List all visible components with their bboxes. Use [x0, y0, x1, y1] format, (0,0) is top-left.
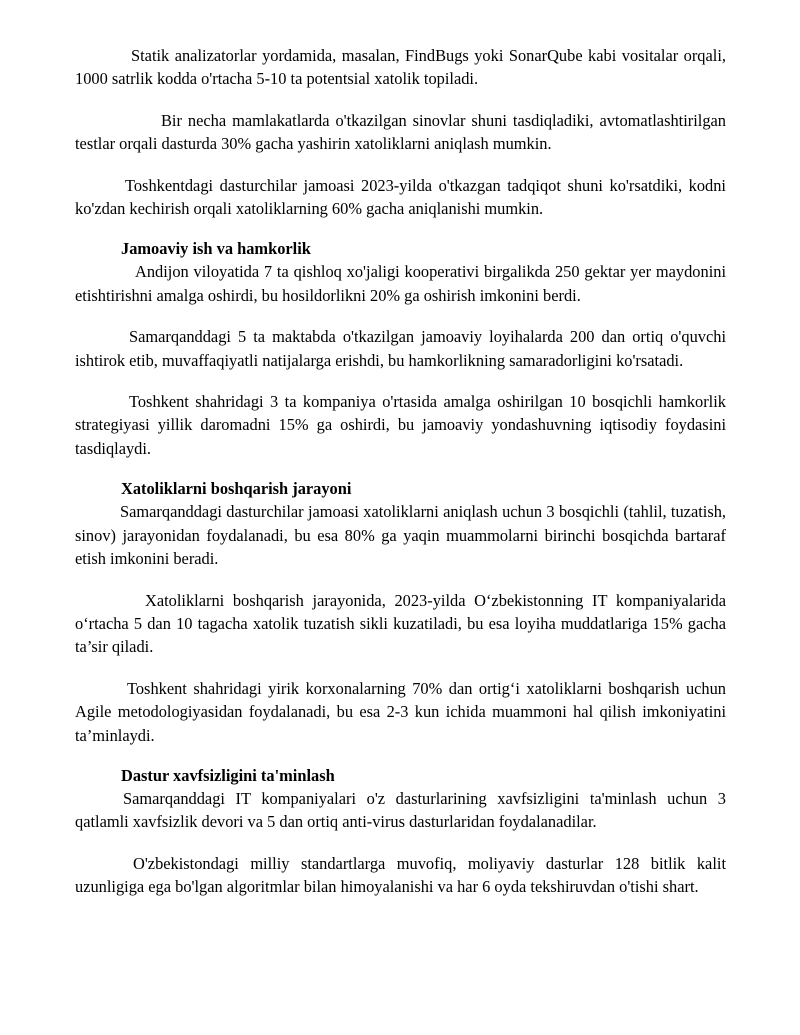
paragraph: Toshkentdagi dasturchilar jamoasi 2023-yilda o'tkazgan tadqiqot shuni ko'rsatdiki, kodni ko'zdan kechirish orqali xatoliklarning 60% gacha aniqlanishi mumkin.	[75, 175, 726, 219]
section-heading: Jamoaviy ish va hamkorlik	[121, 239, 311, 259]
paragraph: Samarqanddagi IT kompaniyalari o'z dasturlarining xavfsizligini ta'minlash uchun 3 qatlamli xavfsizlik devori va 5 dan ortiq anti-virus dasturlaridan foydalanadilar.	[75, 788, 726, 832]
paragraph: Toshkent shahridagi 3 ta kompaniya o'rtasida amalga oshirilgan 10 bosqichli hamkorlik strategiyasi yillik daromadni 15% ga oshirdi, bu jamoaviy yondashuvning iqtisodiy foydasini tasdiqlaydi.	[75, 392, 726, 458]
paragraph: Samarqanddagi dasturchilar jamoasi xatoliklarni aniqlash uchun 3 bosqichli (tahlil, tuzatish, sinov) jarayonidan foydalanadi, bu esa 80% ga yaqin muammolarni birinchi bosqichda bartaraf etish imkonini beradi.	[75, 502, 726, 569]
paragraph: Toshkent shahridagi yirik korxonalarning 70% dan ortig‘i xatoliklarni boshqarish uchun Agile metodologiyasidan foydalanadi, bu esa 2-3 kun ichida muammoni hal qilish imkoniyatini ta’minlaydi.	[75, 678, 726, 745]
section-heading: Dastur xavfsizligini ta'minlash	[121, 765, 335, 785]
paragraph: Xatoliklarni boshqarish jarayonida, 2023-yilda O‘zbekistonning IT kompaniyalarida o‘rtacha 5 dan 10 tagacha xatolik tuzatish sikli kuzatiladi, bu esa loyiha muddatlariga 15% gacha ta’sir qiladi.	[75, 590, 726, 657]
paragraph: O'zbekistondagi milliy standartlarga muvofiq, moliyaviy dasturlar 128 bitlik kalit uzunligiga ega bo'lgan algoritmlar bilan himoyalanishi va har 6 oyda tekshiruvdan o'tishi shart.	[75, 853, 726, 897]
section-heading: Xatoliklarni boshqarish jarayoni	[121, 479, 352, 499]
paragraph: Statik analizatorlar yordamida, masalan, FindBugs yoki SonarQube kabi vositalar orqali, 1000 satrlik kodda o'rtacha 5-10 ta potentsial xatolik topiladi.	[75, 46, 726, 89]
paragraph: Bir necha mamlakatlarda o'tkazilgan sinovlar shuni tasdiqladiki, avtomatlashtirilgan testlar orqali dasturda 30% gacha yashirin xatoliklarni aniqlash mumkin.	[75, 110, 726, 154]
document-page	[75, 44, 726, 917]
paragraph: Samarqanddagi 5 ta maktabda o'tkazilgan jamoaviy loyihalarda 200 dan ortiq o'quvchi ishtirok etib, muvaffaqiyatli natijalarga erishdi, bu hamkorlikning samaradorligini ko'rsatadi.	[75, 327, 726, 370]
paragraph: Andijon viloyatida 7 ta qishloq xo'jaligi kooperativi birgalikda 250 gektar yer maydonini etishtirishni amalga oshirdi, bu hosildorlikni 20% ga oshirish imkonini berdi.	[75, 262, 726, 305]
